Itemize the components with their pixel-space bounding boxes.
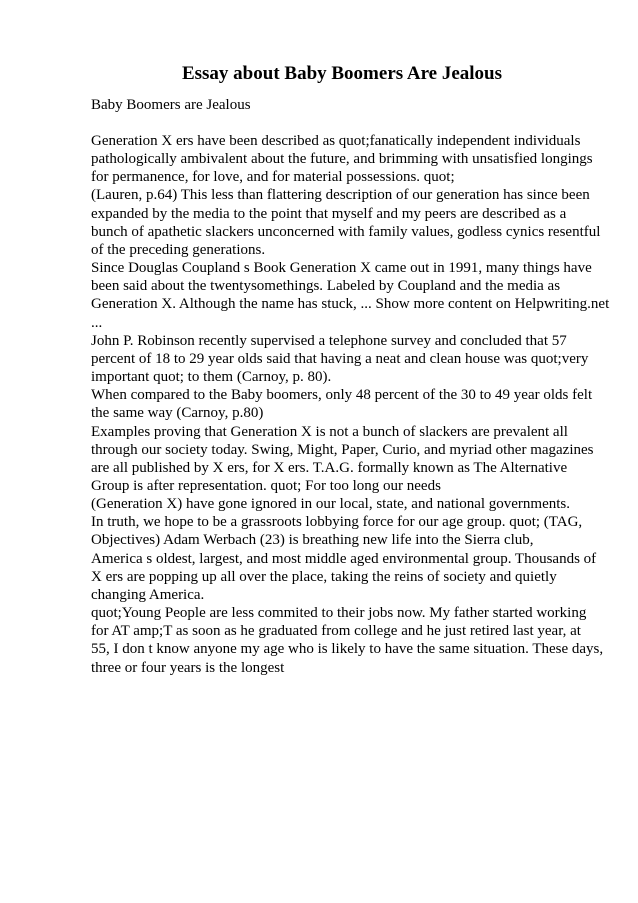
- text-line: America s oldest, largest, and most middle aged environmental group. Thousands of: [91, 550, 597, 567]
- text-line: Since Douglas Coupland s Book Generation X came out in 1991, many things have: [91, 260, 592, 277]
- text-line: (Generation X) have gone ignored in our local, state, and national governments.: [91, 496, 571, 513]
- text-line: Objectives) Adam Werbach (23) is breathing new life into the Sierra club,: [91, 532, 534, 549]
- text-line: In truth, we hope to be a grassroots lobbying force for our age group. quot; (TAG,: [91, 514, 583, 531]
- text-line: John P. Robinson recently supervised a telephone survey and concluded that 57: [91, 332, 567, 349]
- text-line: ...: [91, 314, 103, 331]
- text-line: for permanence, for love, and for material possessions. quot;: [91, 169, 455, 186]
- text-line: expanded by the media to the point that myself and my peers are described as a: [91, 205, 567, 222]
- text-line: for AT amp;T as soon as he graduated from college and he just retired last year, at: [91, 623, 581, 640]
- text-line: changing America.: [91, 586, 205, 603]
- text-line: Generation X ers have been described as quot;fanatically independent individuals: [91, 133, 581, 149]
- text-line: Generation X. Although the name has stuck, ... Show more content on Helpwriting.net: [91, 296, 610, 313]
- essay-body: [91, 132, 611, 677]
- text-line: three or four years is the longest: [91, 659, 285, 676]
- text-line: Group is after representation. quot; For too long our needs: [91, 477, 441, 494]
- text-line: percent of 18 to 29 year olds said that having a neat and clean house was quot;very: [91, 350, 589, 367]
- text-line: Examples proving that Generation X is not a bunch of slackers are prevalent all: [91, 423, 568, 440]
- text-line: pathologically ambivalent about the future, and brimming with unsatisfied longings: [91, 151, 593, 168]
- text-line: been said about the twentysomethings. Labeled by Coupland and the media as: [91, 278, 561, 295]
- text-line: through our society today. Swing, Might, Paper, Curio, and myriad other magazines: [91, 441, 594, 458]
- text-line: important quot; to them (Carnoy, p. 80).: [91, 369, 332, 386]
- document-subtitle: Baby Boomers are Jealous: [91, 97, 251, 113]
- text-line: When compared to the Baby boomers, only 48 percent of the 30 to 49 year olds felt: [91, 387, 593, 404]
- text-line: are all published by X ers, for X ers. T.A.G. formally known as The Alternative: [91, 459, 568, 476]
- text-line: (Lauren, p.64) This less than flattering description of our generation has since been: [91, 187, 590, 204]
- document-title: Essay about Baby Boomers Are Jealous: [181, 63, 503, 84]
- text-line: of the preceding generations.: [91, 241, 266, 258]
- text-line: bunch of apathetic slackers unconcerned with family values, godless cynics resentful: [91, 223, 601, 240]
- text-line: X ers are popping up all over the place, taking the reins of society and quietly: [91, 568, 557, 585]
- text-line: quot;Young People are less commited to their jobs now. My father started working: [91, 605, 587, 622]
- text-line: the same way (Carnoy, p.80): [91, 405, 264, 422]
- text-line: 55, I don t know anyone my age who is likely to have the same situation. These days,: [91, 641, 604, 658]
